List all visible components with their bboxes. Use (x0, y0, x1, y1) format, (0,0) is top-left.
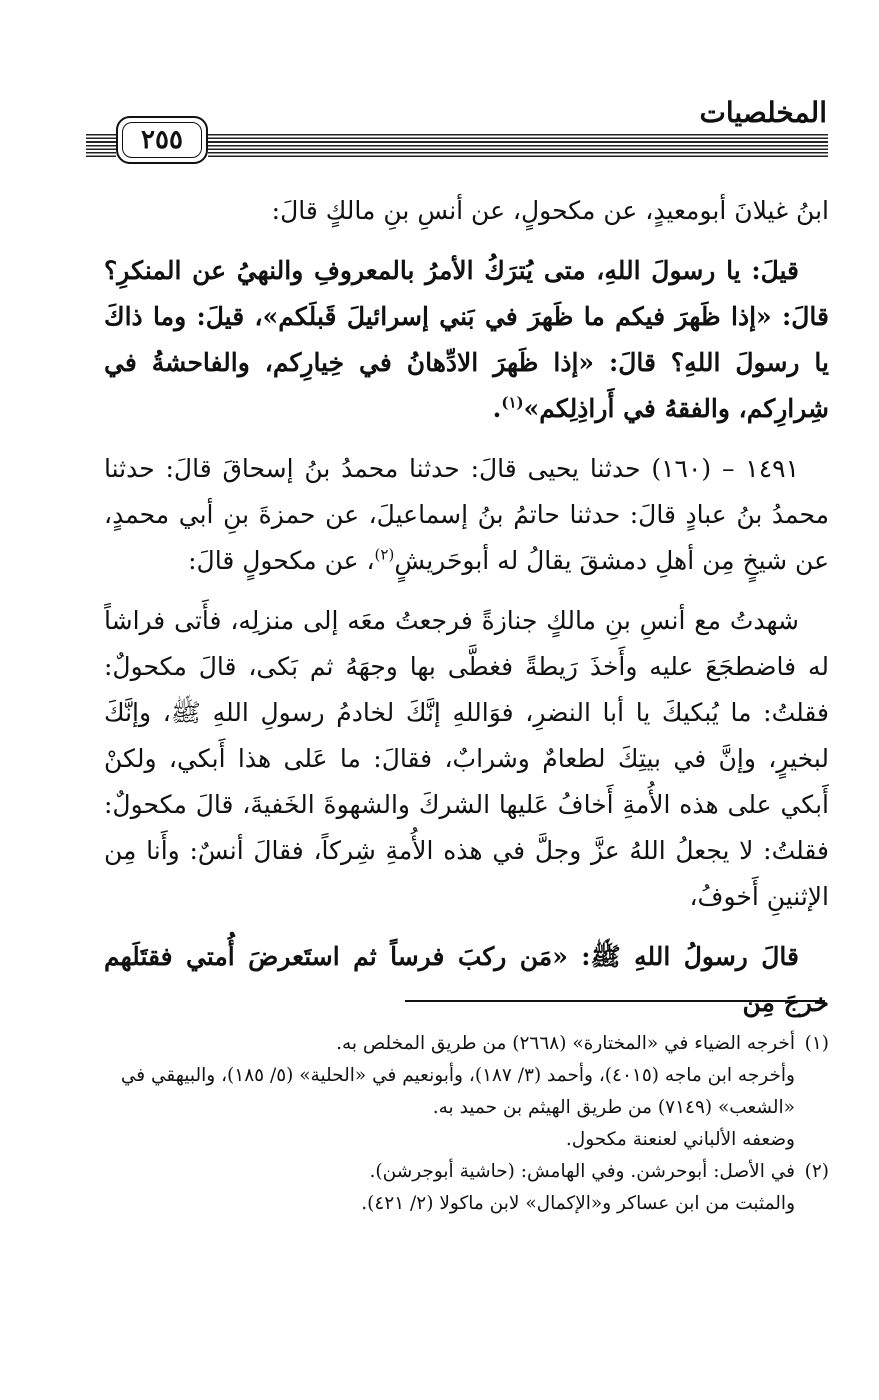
footnote-separator (405, 1000, 825, 1002)
footnote-1-continuation (100, 1124, 829, 1156)
isnad-text-1491-end: ، عن مكحولٍ قالَ: (188, 546, 375, 575)
header-rule-left (86, 134, 116, 158)
book-title: المخلصيات (699, 96, 827, 129)
footnote-1-continuation (100, 1060, 829, 1124)
period: . (492, 394, 502, 423)
footnote-1 (100, 1028, 829, 1060)
hadith-paragraph (104, 248, 829, 432)
main-text (104, 188, 829, 1026)
page-number-frame (116, 116, 208, 164)
prophetic-saying-text: قالَ رسولُ اللهِ ﷺ: «مَن ركبَ فرساً ثم استَعرضَ أُمتي فقتَلَهم خرجَ مِن (104, 942, 829, 1017)
isnad-line (104, 188, 829, 234)
footnote-marker-2: (٢) (804, 1161, 829, 1182)
isnad-text-1491: ١٤٩١ – (١٦٠) حدثنا يحيى قالَ: حدثنا محمدُ بنُ إسحاقَ قالَ: حدثنا محمدُ بنُ عبادٍ قالَ: حدثنا حاتمُ بنُ إسماعيلَ، عن حمزةَ بنِ أبي محمدٍ، عن شيخٍ مِن أهلِ دمشقَ يقالُ له أبوحَريشٍ (104, 454, 829, 575)
footnote-ref-1[interactable]: (١) (501, 393, 524, 412)
footnote-text: وضعفه الألباني لعنعنة مكحول. (565, 1129, 795, 1150)
isnad-text: ابنُ غيلانَ أبومعيدٍ، عن مكحولٍ، عن أنسِ بنِ مالكٍ قالَ: (271, 196, 829, 225)
footnotes (100, 1028, 829, 1220)
page-number: ٢٥٥ (141, 125, 183, 155)
header-rule (208, 134, 828, 158)
hadith-1491-isnad (104, 446, 829, 584)
footnote-text: في الأصل: أبوحرشن. وفي الهامش: (حاشية أبوجرشن). (369, 1161, 795, 1182)
footnote-ref-2[interactable]: (٢) (374, 545, 395, 564)
footnote-2 (100, 1156, 829, 1188)
running-header (0, 0, 879, 180)
prophetic-saying (104, 934, 829, 1026)
footnote-text: والمثبت من ابن عساكر و«الإكمال» لابن ماكولا (٢/ ٤٢١). (361, 1193, 795, 1214)
footnote-text: أخرجه الضياء في «المختارة» (٢٦٦٨) من طريق المخلص به. (336, 1033, 795, 1054)
footnote-marker-1: (١) (804, 1033, 829, 1054)
footnote-text: وأخرجه ابن ماجه (٤٠١٥)، وأحمد (٣/ ١٨٧)، وأبونعيم في «الحلية» (٥/ ١٨٥)، والبيهقي في «الشعب» (٧١٤٩) من طريق الهيثم بن حميد به. (120, 1065, 795, 1118)
footnote-2-continuation (100, 1188, 829, 1220)
narrative-paragraph (104, 598, 829, 920)
hadith-text: قيلَ: يا رسولَ اللهِ، متى يُترَكُ الأمرُ بالمعروفِ والنهيُ عن المنكرِ؟ قالَ: «إذا ظَهرَ فيكم ما ظَهرَ في بَني إسرائيلَ قَبلَكم»، قيلَ: وما ذاكَ يا رسولَ اللهِ؟ قالَ: «إذا ظَهرَ الادِّهانُ في خِيارِكم، والفاحشةُ في شِرارِكم، والفقهُ في أَراذِلِكم» (104, 256, 829, 423)
narrative-text: شهدتُ مع أنسِ بنِ مالكٍ جنازةً فرجعتُ معَه إلى منزلِه، فأَتى فراشاً له فاضطجَعَ عليه وأَخذَ رَيطةً فغطَّى بها وجهَهُ ثم بَكى، قالَ مكحولٌ: فقلتُ: ما يُبكيكَ يا أبا النضرِ، فوَاللهِ إنَّكَ لخادمُ رسولِ اللهِ ﷺ، وإنَّكَ لبخيرٍ، وإنَّ في بيتِكَ لطعامٌ وشرابٌ، فقالَ: ما عَلى هذا أَبكي، ولكنْ أَبكي على هذه الأُمةِ أَخافُ عَليها الشركَ والشهوةَ الخَفيةَ، قالَ مكحولٌ: فقلتُ: لا يجعلُ اللهُ عزَّ وجلَّ في هذه الأُمةِ شِركاً، فقالَ أنسٌ: وأَنا مِن الإثنينِ أَخوفُ، (104, 606, 829, 911)
